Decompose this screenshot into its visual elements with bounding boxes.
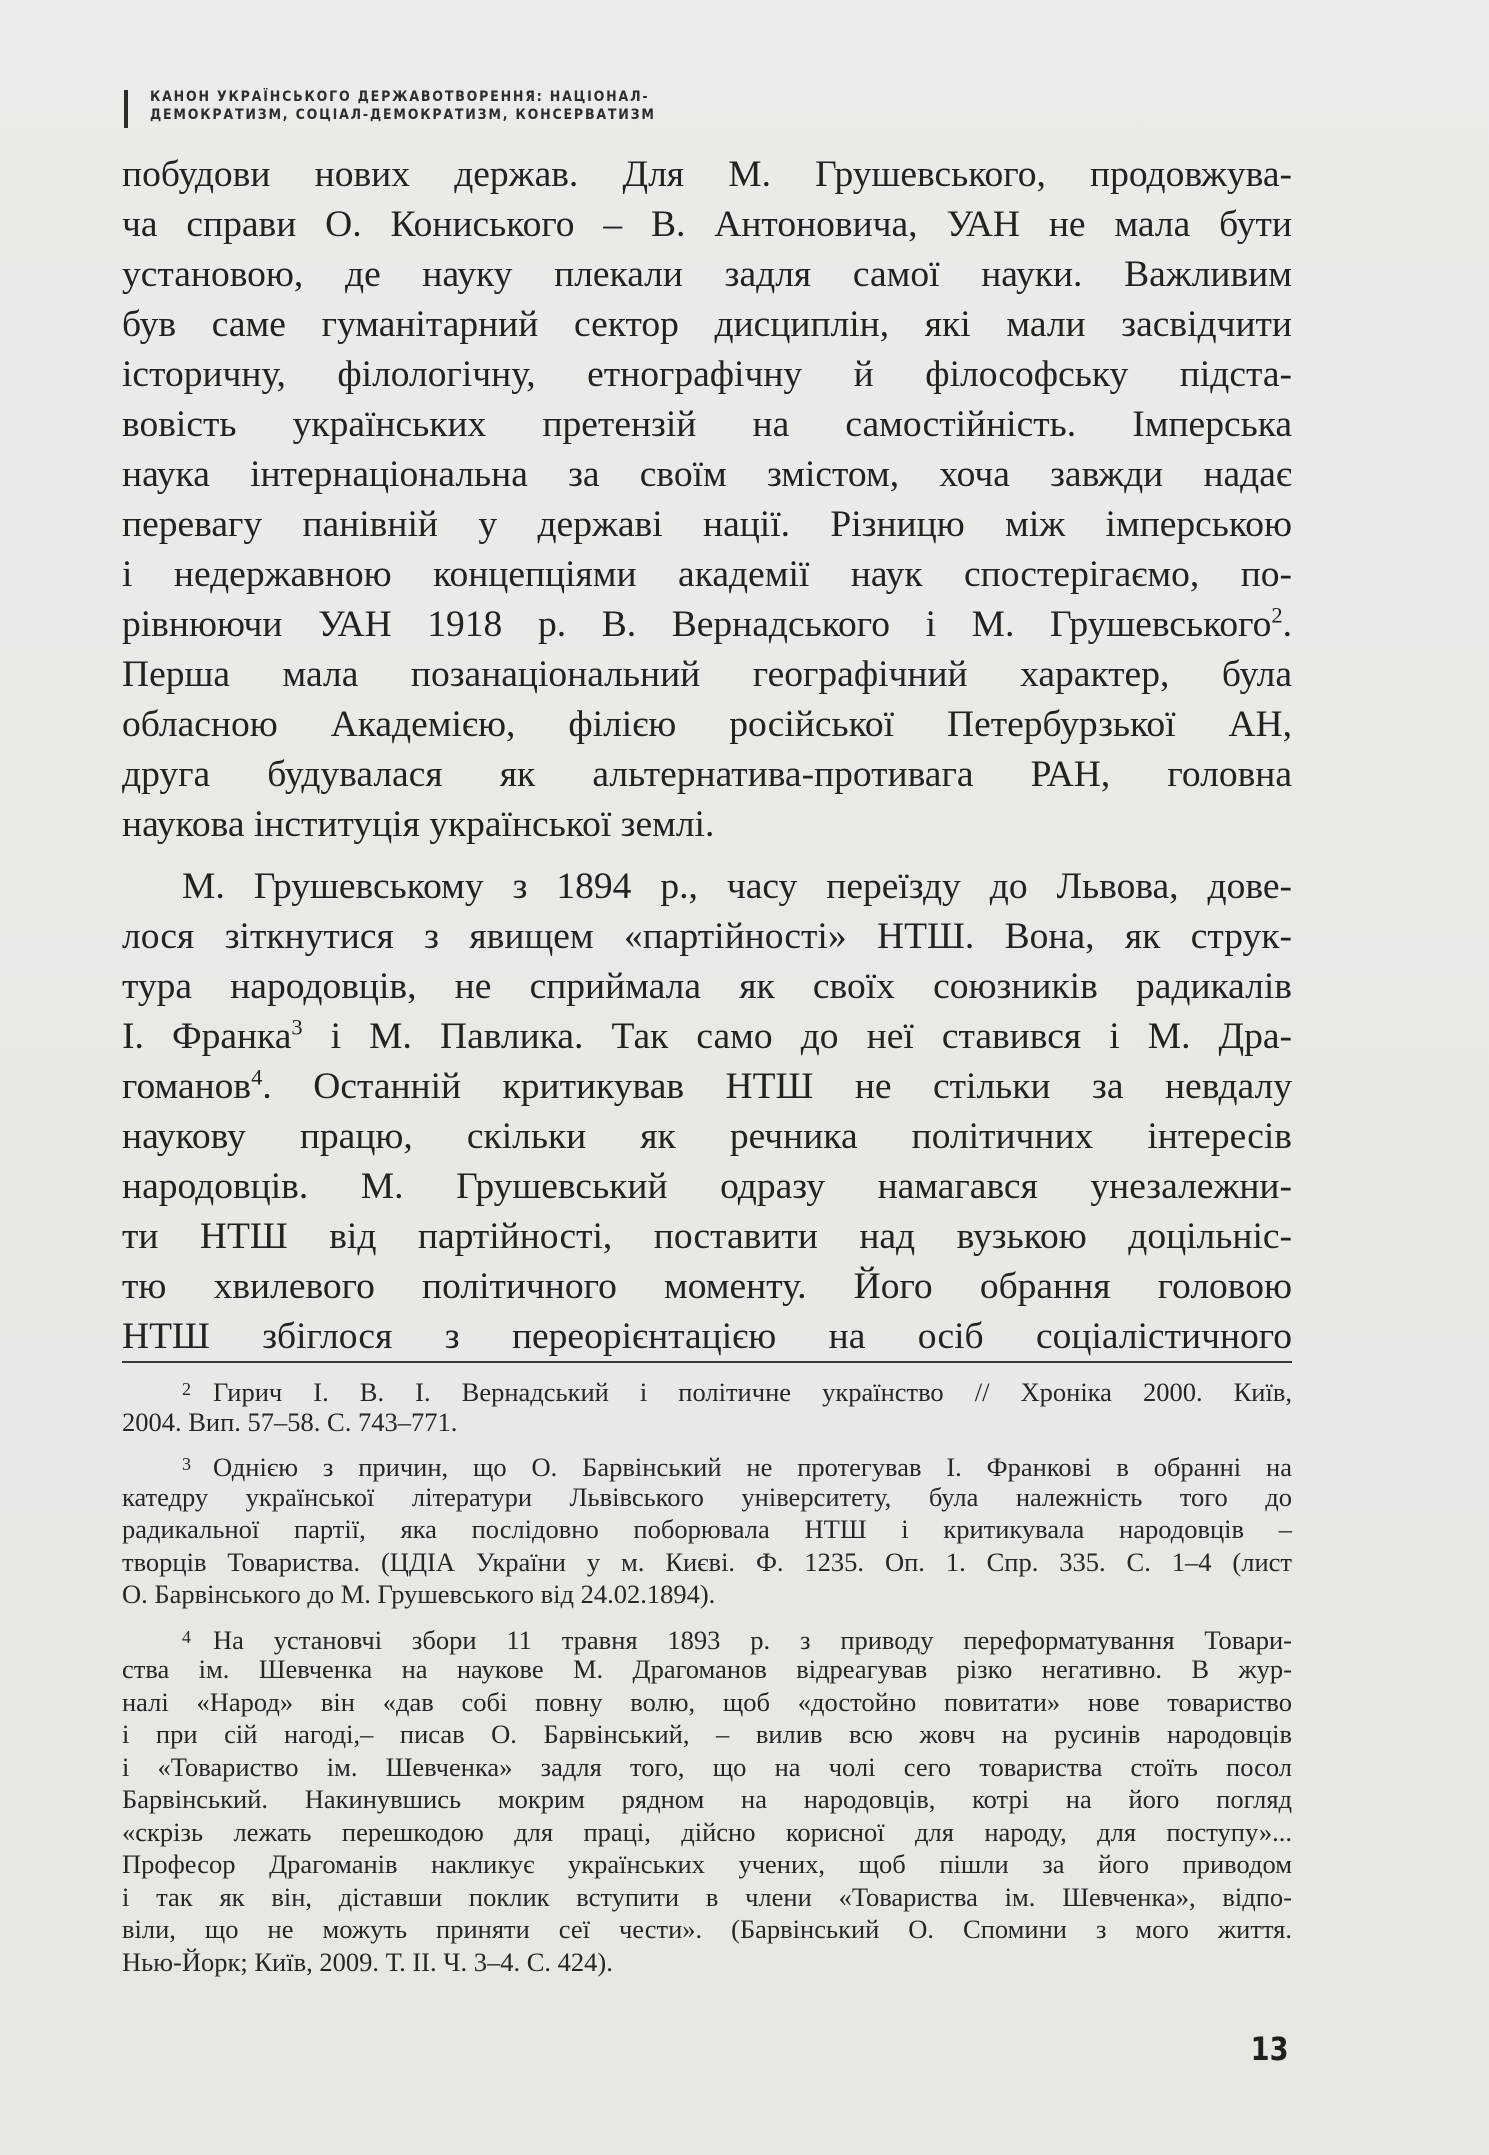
footnotes: [122, 1373, 1292, 1988]
footnote-line: і «Товариство ім. Шевченка» задля того, що на чолі сего товариства стоїть посол: [122, 1751, 1292, 1782]
text-line: був саме гуманітарний сектор дисциплін, які мали засвідчити: [122, 304, 1292, 345]
footnote-line: Барвінський. Накинувшись мокрим рядном на народовців, котрі на його погляд: [122, 1784, 1292, 1814]
footnote-separator: [122, 1361, 1292, 1363]
footnote-line: катедру української літератури Львівського університету, була належність того до: [122, 1481, 1292, 1512]
main-text: [122, 150, 1292, 1362]
paragraph-gap: [122, 850, 1292, 862]
text-line: установою, де науку плекали задля самої науки. Важливим: [122, 254, 1292, 295]
running-head: [124, 88, 712, 128]
footnote-line: радикальної партії, яка послідовно поборювала НТШ і критикувала народовців –: [122, 1514, 1292, 1544]
footnote-3: [122, 1448, 1292, 1611]
text-line: історичну, філологічну, етнографічну й філософську підста-: [122, 354, 1292, 395]
text-line: тю хвилевого політичного моменту. Його обрання головою: [122, 1266, 1292, 1307]
text-line: НТШ збіглося з переорієнтацією на осіб соціалістичного: [122, 1316, 1292, 1357]
running-head-bar: [124, 90, 128, 128]
paragraph-1: [122, 150, 1292, 850]
text-line-part: .: [1282, 604, 1292, 645]
footnote-line: віли, що не можуть приняти сеї чести». (Барвінський О. Спомини з мого життя.: [122, 1914, 1292, 1944]
footnote-line: Нью-Йорк; Київ, 2009. Т. ІІ. Ч. 3–4. С. 424).: [122, 1946, 613, 1977]
text-line: перевагу панівній у державі нації. Різницю між імперською: [122, 504, 1292, 545]
footnote-line: «скрізь лежать перешкодою для праці, дійсно корисної для народу, для поступу»...: [122, 1816, 1292, 1847]
footnote-text: На установчі збори 11 травня 1893 р. з приводу переформатування Товари-: [213, 1624, 1292, 1655]
text-line-part: І. Франка: [122, 1016, 292, 1057]
footnote-line: творців Товариства. (ЦДІА України у м. Києві. Ф. 1235. Оп. 1. Спр. 335. С. 1–4 (лист: [122, 1546, 1292, 1577]
text-line: наука інтернаціональна за своїм змістом, хоча завжди надає: [122, 454, 1292, 495]
text-line-part: . Останній критикував НТШ не стільки за невдалу: [262, 1066, 1292, 1107]
text-line: обласною Академією, філією російської Петербурзької АН,: [122, 704, 1292, 745]
footnote-ref-2[interactable]: 2: [1271, 602, 1283, 628]
text-line: [122, 1012, 1292, 1062]
footnote-number: 2: [182, 1379, 191, 1399]
footnote-line: [122, 1448, 1292, 1481]
text-line-part: і М. Павлика. Так само до неї ставився і М. Дра-: [302, 1016, 1292, 1057]
footnote-2: [122, 1373, 1292, 1438]
footnote-line: [122, 1621, 1292, 1654]
text-line: народовців. М. Грушевський одразу намагався унезалежни-: [122, 1166, 1292, 1207]
text-line: лося зіткнутися з явищем «партійності» НТШ. Вона, як струк-: [122, 916, 1292, 957]
footnote-number: 4: [182, 1626, 191, 1647]
text-line: друга будувалася як альтернатива-противага РАН, головна: [122, 754, 1292, 795]
footnote-line: О. Барвінського до М. Грушевського від 24.02.1894).: [122, 1579, 716, 1609]
text-line: побудови нових держав. Для М. Грушевського, продовжува-: [122, 154, 1292, 195]
footnote-text: Однією з причин, що О. Барвінський не протегував І. Франкові в обранні на: [213, 1452, 1292, 1482]
footnote-number: 3: [182, 1454, 191, 1474]
text-line-part: рівнюючи УАН 1918 р. В. Вернадського і М. Грушевського: [122, 604, 1272, 645]
text-line: М. Грушевському з 1894 р., часу переїзду до Львова, дове-: [182, 866, 1292, 907]
text-line: [122, 600, 1292, 650]
text-line: ча справи О. Кониського – В. Антоновича, УАН не мала бути: [122, 204, 1292, 245]
page-number: 13: [1251, 2030, 1289, 2068]
text-line: тура народовців, не сприймала як своїх союзників радикалів: [122, 966, 1292, 1007]
running-head-text: [150, 88, 656, 124]
footnote-line: і при сій нагоді,– писав О. Барвінський, – вилив всю жовч на русинів народовців: [122, 1719, 1292, 1749]
footnote-text: Гирич І. В. І. Вернадський і політичне українство // Хроніка 2000. Київ,: [213, 1377, 1292, 1407]
paragraph-2: [122, 862, 1292, 1362]
text-line: наукову працю, скільки як речника політичних інтересів: [122, 1116, 1292, 1157]
footnote-line: ства ім. Шевченка на наукове М. Драгоманов відреагував різко негативно. В жур-: [122, 1654, 1292, 1684]
text-line: ти НТШ від партійності, поставити над вузькою доцільніс-: [122, 1216, 1292, 1257]
text-line: і недержавною концепціями академії наук спостерігаємо, по-: [122, 554, 1292, 595]
running-head-line-2: ДЕМОКРАТИЗМ, СОЦІАЛ-ДЕМОКРАТИЗМ, КОНСЕРВАТИЗМ: [150, 107, 656, 123]
footnote-line: 2004. Вип. 57–58. С. 743–771.: [122, 1406, 458, 1437]
running-head-line-1: КАНОН УКРАЇНСЬКОГО ДЕРЖАВОТВОРЕННЯ: НАЦІОНАЛ-: [150, 89, 650, 105]
footnote-line: [122, 1373, 1292, 1406]
footnote-ref-3[interactable]: 3: [291, 1014, 303, 1040]
footnote-4: [122, 1621, 1292, 1979]
text-line-part: гоманов: [122, 1066, 252, 1107]
footnote-line: Професор Драгоманів накликує українських учених, щоб пішли за його приводом: [122, 1849, 1292, 1879]
text-line: Перша мала позанаціональний географічний характер, була: [122, 654, 1292, 695]
footnote-line: налі «Народ» він «дав собі повну волю, щоб «достойно повитати» нове товариство: [122, 1686, 1292, 1717]
footnote-ref-4[interactable]: 4: [251, 1064, 263, 1090]
text-line: наукова інституція української землі.: [122, 804, 715, 845]
footnote-line: і так як він, діставши поклик вступити в члени «Товариства ім. Шевченка», відпо-: [122, 1881, 1292, 1912]
text-line: [122, 1062, 1292, 1112]
text-line: вовість українських претензій на самостійність. Імперська: [122, 404, 1292, 445]
